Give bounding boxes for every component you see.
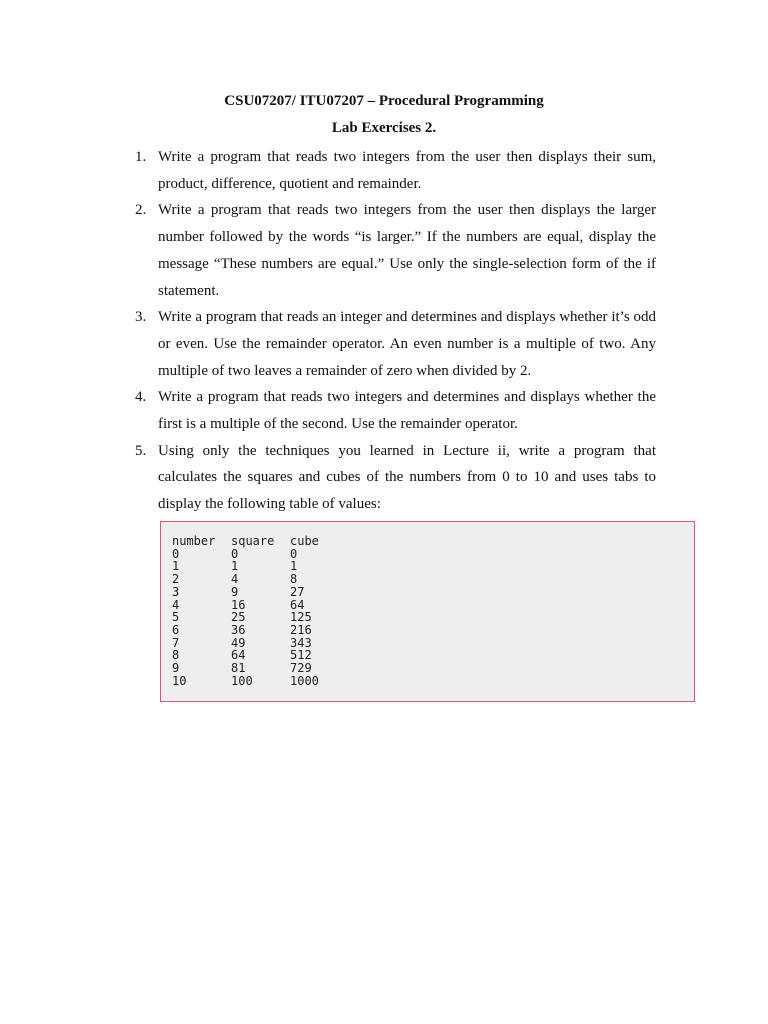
table-cell: 2 — [172, 572, 180, 587]
table-cell: 343 — [290, 635, 312, 650]
table-cell: 8 — [290, 572, 298, 587]
document-title: CSU07207/ ITU07207 – Procedural Programming — [224, 93, 544, 109]
exercise-text: Write a program that reads two integers from the user then displays their sum, product, difference, quotient and remainder. — [158, 149, 656, 192]
program-output-box — [160, 521, 695, 702]
exercise-text: Write a program that reads two integers and determines and displays whether the first is a multiple of the second. Use the remainder operator. — [158, 389, 656, 433]
table-row — [172, 624, 350, 637]
table-cell: 4 — [172, 597, 180, 612]
exercise-item-4 — [132, 384, 656, 437]
exercise-number: 4. — [135, 389, 147, 406]
exercise-number: 2. — [135, 202, 147, 219]
table-cell: 64 — [231, 648, 246, 663]
table-cell: 27 — [290, 584, 305, 599]
table-cell: 81 — [231, 661, 246, 676]
table-row — [172, 611, 350, 624]
table-row — [172, 662, 350, 675]
table-cell: 1000 — [290, 673, 319, 688]
exercise-text: Using only the techniques you learned in Lecture ii, write a program that calculates the squares and cubes of the numbers from 0 to 10 and uses tabs to display the following table of values: — [158, 442, 656, 513]
table-cell: 5 — [172, 610, 180, 625]
table-cell: 10 — [172, 673, 187, 688]
exercise-item-1 — [132, 144, 656, 197]
exercise-list — [132, 144, 656, 518]
table-cell: 3 — [172, 584, 180, 599]
table-cell: 8 — [172, 648, 180, 663]
table-row — [172, 586, 350, 599]
table-row — [172, 637, 350, 650]
table-cell: 25 — [231, 610, 246, 625]
table-cell: 36 — [231, 622, 246, 637]
table-row — [172, 675, 350, 688]
table-cell: 4 — [231, 572, 239, 587]
table-row — [172, 548, 350, 561]
exercise-item-2 — [132, 197, 656, 304]
table-cell: 9 — [231, 584, 239, 599]
exercise-text: Write a program that reads two integers from the user then displays the larger number followed by the words “is larger.” If the numbers are equal, display the message “These numbers are equal.” Use only the single-selection form of the if statement. — [158, 202, 656, 299]
exercise-item-3 — [132, 304, 656, 384]
table-row — [172, 649, 350, 662]
exercise-number: 5. — [135, 442, 147, 459]
exercise-number: 3. — [135, 309, 147, 326]
output-table — [172, 535, 350, 687]
table-cell: 100 — [231, 673, 253, 688]
header-cell-number: number — [172, 534, 216, 548]
table-cell: 9 — [172, 661, 180, 676]
table-cell: 6 — [172, 622, 180, 637]
table-cell: 16 — [231, 597, 246, 612]
table-cell: 7 — [172, 635, 180, 650]
table-cell: 64 — [290, 597, 305, 612]
table-cell: 125 — [290, 610, 312, 625]
table-cell: 1 — [231, 559, 239, 574]
table-cell: 0 — [231, 546, 239, 561]
table-cell: 1 — [172, 559, 180, 574]
table-cell: 216 — [290, 622, 312, 637]
table-row — [172, 599, 350, 612]
table-cell: 1 — [290, 559, 298, 574]
table-cell: 512 — [290, 648, 312, 663]
table-row — [172, 560, 350, 573]
table-row — [172, 573, 350, 586]
exercise-item-5 — [132, 438, 656, 518]
exercise-text: Write a program that reads an integer and determines and displays whether it’s odd or even. Use the remainder operator. An even number is a multiple of two. Any multiple of two leaves a remainder of zero when divided by 2. — [158, 309, 656, 379]
table-cell: 729 — [290, 661, 312, 676]
table-cell: 49 — [231, 635, 246, 650]
table-cell: 0 — [172, 546, 180, 561]
exercise-number: 1. — [135, 149, 147, 165]
output-table-header-row — [172, 535, 350, 548]
header-cell-square: square — [231, 534, 275, 548]
header-cell-cube: cube — [290, 534, 319, 548]
table-cell: 0 — [290, 546, 298, 561]
document-subtitle: Lab Exercises 2. — [331, 120, 437, 136]
